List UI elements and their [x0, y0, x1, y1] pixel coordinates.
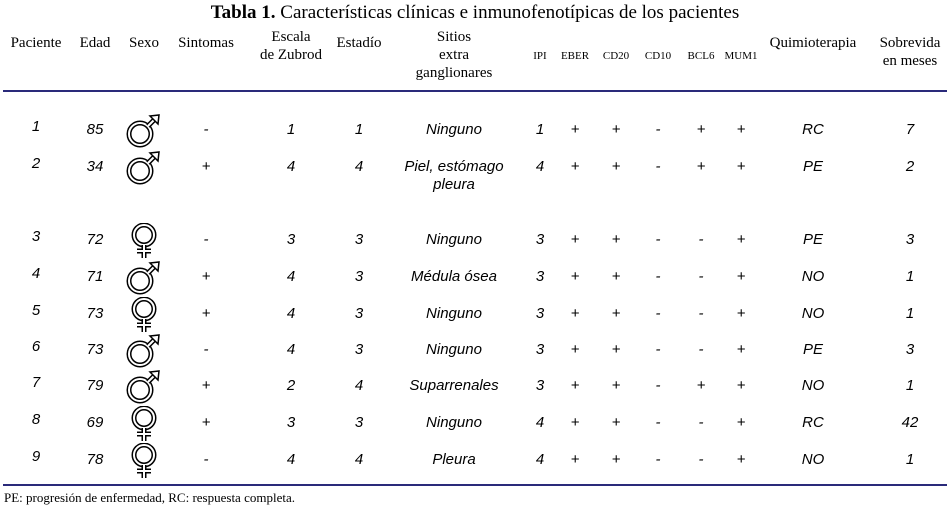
column-header-ipi-text: IPI	[533, 50, 547, 62]
cell-sintomas-text: +	[201, 305, 211, 322]
cell-sobrevida	[845, 451, 950, 469]
cell-sobrevida	[845, 305, 950, 323]
cell-cd20-text: +	[611, 377, 621, 394]
cell-sobrevida-text: 1	[905, 305, 915, 322]
cell-mum1-text: +	[736, 305, 746, 322]
cell-bcl6-text: +	[696, 121, 706, 138]
cell-sobrevida-text: 1	[905, 451, 915, 468]
cell-paciente-text: 9	[31, 448, 41, 465]
cell-bcl6-text: -	[698, 231, 704, 248]
cell-cd10-text: -	[655, 158, 661, 175]
cell-ipi-text: 3	[535, 268, 545, 285]
cell-estadio-text: 4	[354, 377, 364, 394]
cell-sitios-text: Ninguno	[426, 341, 482, 358]
cell-quimio-text: RC	[802, 414, 824, 431]
column-header-bcl6-text: BCL6	[687, 50, 715, 62]
cell-bcl6-text: -	[698, 341, 704, 358]
cell-cd20-text: +	[611, 268, 621, 285]
column-header-mum1-text: MUM1	[724, 50, 758, 62]
bottom-rule	[3, 484, 947, 486]
cell-sobrevida-text: 3	[905, 341, 915, 358]
cell-eber-text: +	[570, 341, 580, 358]
cell-cd20-text: +	[611, 414, 621, 431]
cell-sobrevida	[845, 341, 950, 359]
cell-edad-text: 71	[86, 268, 104, 285]
cell-quimio-text: PE	[802, 341, 823, 358]
cell-sitios-text: Pleura	[432, 451, 476, 468]
cell-mum1-text: +	[736, 451, 746, 468]
cell-cd10-text: -	[655, 451, 661, 468]
cell-cd10-text: -	[655, 305, 661, 322]
cell-mum1-text: +	[736, 341, 746, 358]
cell-ipi-text: 4	[535, 414, 545, 431]
cell-sintomas-text: -	[203, 451, 209, 468]
cell-estadio-text: 4	[354, 451, 364, 468]
cell-sintomas-text: +	[201, 268, 211, 285]
cell-cd20-text: +	[611, 341, 621, 358]
cell-eber-text: +	[570, 377, 580, 394]
cell-sobrevida-text: 42	[901, 414, 919, 431]
cell-paciente-text: 2	[31, 155, 41, 172]
cell-sitios-text-line-2: pleura	[433, 176, 475, 193]
cell-cd20-text: +	[611, 305, 621, 322]
column-header-sobrevida	[840, 34, 950, 70]
cell-sitios-text: Ninguno	[426, 231, 482, 248]
column-header-zubrod-text-line-1: Escala	[271, 29, 311, 45]
table-title	[0, 2, 950, 24]
cell-zubrod-text: 4	[286, 268, 296, 285]
table-title-label: Tabla 1.	[210, 2, 276, 23]
column-header-edad-text: Edad	[79, 35, 111, 51]
column-header-cd20-text: CD20	[602, 50, 630, 62]
cell-zubrod-text: 3	[286, 231, 296, 248]
header-rule	[3, 90, 947, 92]
cell-mum1-text: +	[736, 231, 746, 248]
cell-eber-text: +	[570, 231, 580, 248]
cell-zubrod-text: 2	[286, 377, 296, 394]
cell-quimio-text: NO	[801, 305, 825, 322]
cell-mum1-text: +	[736, 377, 746, 394]
cell-sobrevida-text: 7	[905, 121, 915, 138]
cell-eber-text: +	[570, 121, 580, 138]
cell-ipi-text: 3	[535, 341, 545, 358]
cell-quimio-text: PE	[802, 231, 823, 248]
cell-quimio-text: NO	[801, 377, 825, 394]
cell-ipi-text: 3	[535, 305, 545, 322]
cell-sintomas-text: +	[201, 377, 211, 394]
cell-sobrevida-text: 2	[905, 158, 915, 175]
cell-bcl6-text: -	[698, 268, 704, 285]
cell-sintomas-text: +	[201, 158, 211, 175]
cell-estadio-text: 3	[354, 305, 364, 322]
cell-mum1-text: +	[736, 268, 746, 285]
cell-paciente-text: 6	[31, 338, 41, 355]
cell-paciente-text: 5	[31, 302, 41, 319]
cell-estadio-text: 3	[354, 231, 364, 248]
cell-sobrevida	[845, 121, 950, 139]
cell-sobrevida	[845, 158, 950, 176]
cell-eber-text: +	[570, 268, 580, 285]
cell-paciente-text: 4	[31, 265, 41, 282]
cell-edad-text: 72	[86, 231, 104, 248]
cell-sitios-text-line-1: Piel, estómago	[404, 158, 504, 175]
cell-cd20-text: +	[611, 158, 621, 175]
cell-estadio-text: 4	[354, 158, 364, 175]
cell-estadio-text: 3	[354, 268, 364, 285]
cell-bcl6-text: +	[696, 377, 706, 394]
cell-bcl6-text: -	[698, 414, 704, 431]
cell-sintomas-text: +	[201, 414, 211, 431]
column-header-sitios-text-line-3: ganglionares	[415, 65, 493, 81]
cell-sobrevida-text: 1	[905, 268, 915, 285]
cell-ipi-text: 3	[535, 231, 545, 248]
column-header-zubrod-text-line-2: de Zubrod	[259, 47, 323, 63]
cell-zubrod-text: 3	[286, 414, 296, 431]
cell-bcl6-text: +	[696, 158, 706, 175]
cell-edad-text: 78	[86, 451, 104, 468]
column-header-sitios-text-line-2: extra	[439, 47, 469, 63]
cell-zubrod-text: 4	[286, 341, 296, 358]
cell-sitios-text: Ninguno	[426, 414, 482, 431]
table-title-text: Características clínicas e inmunofenotípicas de los pacientes	[280, 2, 740, 23]
column-header-sitios-text-line-1: Sitios	[436, 29, 472, 45]
cell-sobrevida	[845, 268, 950, 286]
cell-edad-text: 85	[86, 121, 104, 138]
column-header-quimio-text: Quimioterapia	[769, 35, 857, 51]
cell-quimio-text: PE	[802, 158, 823, 175]
cell-cd10-text: -	[655, 377, 661, 394]
cell-mum1-text: +	[736, 414, 746, 431]
cell-edad-text: 69	[86, 414, 104, 431]
cell-quimio-text: RC	[802, 121, 824, 138]
cell-ipi-text: 3	[535, 377, 545, 394]
column-header-sintomas-text: Sintomas	[178, 35, 234, 51]
cell-sitios-text: Suparrenales	[409, 377, 499, 394]
cell-eber-text: +	[570, 414, 580, 431]
cell-paciente-text: 3	[31, 228, 41, 245]
cell-estadio-text: 3	[354, 414, 364, 431]
cell-sintomas-text: -	[203, 341, 209, 358]
cell-paciente-text: 7	[31, 374, 41, 391]
cell-sobrevida	[845, 377, 950, 395]
cell-mum1-text: +	[736, 158, 746, 175]
column-header-sobrevida-text-line-2: en meses	[882, 53, 938, 69]
cell-eber-text: +	[570, 158, 580, 175]
cell-zubrod-text: 4	[286, 305, 296, 322]
cell-sitios-text: Ninguno	[426, 121, 482, 138]
cell-quimio-text: NO	[801, 268, 825, 285]
column-header-estadio-text: Estadío	[336, 35, 382, 51]
cell-ipi-text: 4	[535, 158, 545, 175]
cell-estadio-text: 1	[354, 121, 364, 138]
cell-quimio-text: NO	[801, 451, 825, 468]
cell-sintomas-text: -	[203, 231, 209, 248]
cell-cd10-text: -	[655, 414, 661, 431]
column-header-sobrevida-text-line-1: Sobrevida	[879, 35, 941, 51]
cell-cd20-text: +	[611, 231, 621, 248]
cell-cd20-text: +	[611, 451, 621, 468]
column-header-cd10-text: CD10	[644, 50, 672, 62]
cell-eber-text: +	[570, 305, 580, 322]
cell-ipi-text: 1	[535, 121, 545, 138]
cell-sitios-text: Ninguno	[426, 305, 482, 322]
cell-zubrod-text: 4	[286, 158, 296, 175]
cell-sobrevida	[845, 414, 950, 432]
cell-zubrod-text: 4	[286, 451, 296, 468]
cell-estadio-text: 3	[354, 341, 364, 358]
cell-cd10-text: -	[655, 121, 661, 138]
column-header-paciente-text: Paciente	[10, 35, 62, 51]
cell-cd10-text: -	[655, 341, 661, 358]
column-header-sexo-text: Sexo	[129, 35, 159, 51]
cell-cd10-text: -	[655, 231, 661, 248]
cell-eber-text: +	[570, 451, 580, 468]
cell-zubrod-text: 1	[286, 121, 296, 138]
cell-sobrevida-text: 1	[905, 377, 915, 394]
cell-ipi-text: 4	[535, 451, 545, 468]
cell-edad-text: 73	[86, 341, 104, 358]
cell-bcl6-text: -	[698, 451, 704, 468]
cell-bcl6-text: -	[698, 305, 704, 322]
cell-sobrevida-text: 3	[905, 231, 915, 248]
cell-paciente-text: 8	[31, 411, 41, 428]
cell-cd20-text: +	[611, 121, 621, 138]
cell-sobrevida	[845, 231, 950, 249]
cell-mum1-text: +	[736, 121, 746, 138]
column-header-eber-text: EBER	[560, 50, 590, 62]
cell-edad-text: 79	[86, 377, 104, 394]
cell-edad-text: 34	[86, 158, 104, 175]
cell-sintomas-text: -	[203, 121, 209, 138]
cell-paciente-text: 1	[31, 118, 41, 135]
cell-sitios-text: Médula ósea	[411, 268, 497, 285]
cell-edad-text: 73	[86, 305, 104, 322]
footnote: PE: progresión de enfermedad, RC: respuesta completa.	[4, 490, 295, 505]
cell-cd10-text: -	[655, 268, 661, 285]
